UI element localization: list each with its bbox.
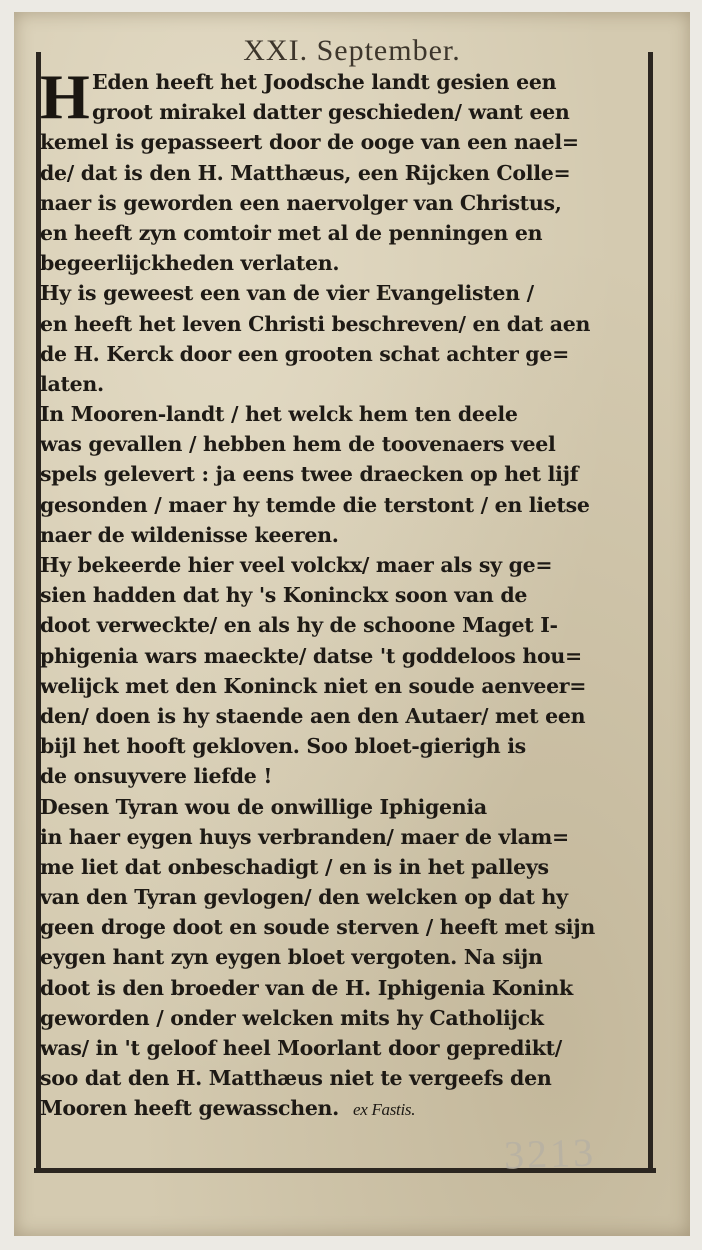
text-line: de onsuyvere liefde ! — [40, 764, 273, 789]
text-line: me liet dat onbeschadigt / en is in het palleys — [40, 854, 549, 879]
text-line: de H. Kerck door een grooten schat achter ge= — [40, 341, 569, 366]
text-line: In Mooren-landt / het welck hem ten deele — [40, 402, 518, 427]
text-line: phigenia wars maeckte/ datse 't goddeloos hou= — [40, 643, 582, 668]
text-line: sien hadden dat hy 's Koninckx soon van de — [40, 583, 528, 608]
date-heading: XXI. September. — [243, 34, 461, 67]
text-line: geworden / onder welcken mits hy Catholijck — [40, 1005, 544, 1030]
text-line: den/ doen is hy staende aen den Autaer/ met een — [40, 703, 586, 728]
text-line: van den Tyran gevlogen/ den welcken op dat hy — [40, 885, 568, 910]
text-line: groot mirakel datter geschieden/ want een — [92, 100, 570, 125]
body-text — [40, 61, 642, 1124]
text-line: doot is den broeder van de H. Iphigenia Konink — [40, 975, 573, 1000]
text-line: eygen hant zyn eygen bloet vergoten. Na sijn — [40, 945, 543, 970]
text-line: naer is geworden een naervolger van Christus, — [40, 190, 562, 215]
drop-cap: H — [40, 61, 90, 132]
text-line: gesonden / maer hy temde die terstont / en lietse — [40, 492, 590, 517]
text-line: Eden heeft het Joodsche landt gesien een — [92, 70, 557, 94]
text-line: geen droge doot en soude sterven / heeft met sijn — [40, 915, 595, 940]
text-line: Desen Tyran wou de onwillige Iphigenia — [40, 794, 487, 819]
text-line: laten. — [40, 371, 104, 396]
text-line: was gevallen / hebben hem de toovenaers veel — [40, 432, 556, 457]
paper-sheet — [14, 12, 690, 1236]
text-line: welijck met den Koninck niet en soude aenveer= — [40, 673, 587, 698]
closing-line: Mooren heeft gewasschen. — [40, 1096, 339, 1121]
text-line: Hy bekeerde hier veel volckx/ maer als sy ge= — [40, 553, 553, 577]
text-line: was/ in 't geloof heel Moorlant door gepredikt/ — [40, 1036, 562, 1060]
text-line: naer de wildenisse keeren. — [40, 522, 339, 547]
text-line: in haer eygen huys verbranden/ maer de vlam= — [40, 824, 569, 849]
text-line: Hy is geweest een van de vier Evangelisten / — [40, 281, 534, 306]
text-line: soo dat den H. Matthæus niet te vergeefs den — [40, 1066, 552, 1091]
text-line: en heeft het leven Christi beschreven/ en dat aen — [40, 311, 591, 336]
text-line: en heeft zyn comtoir met al de penningen en — [40, 220, 543, 245]
text-line-last — [40, 1093, 642, 1123]
signature: ex Fastis. — [353, 1100, 416, 1120]
right-border-rule — [648, 52, 653, 1172]
text-line: doot verweckte/ en als hy de schoone Maget I- — [40, 613, 558, 638]
text-line: spels gelevert : ja eens twee draecken op het lijf — [40, 462, 579, 487]
text-line: de/ dat is den H. Matthæus, een Rijcken Colle= — [40, 160, 571, 185]
text-line: begeerlijckheden verlaten. — [40, 251, 340, 276]
text-line: kemel is gepasseert door de ooge van een nael= — [40, 130, 579, 155]
inventory-number: 3213 — [503, 1129, 597, 1178]
text-line: bijl het hooft gekloven. Soo bloet-gierigh is — [40, 734, 526, 759]
